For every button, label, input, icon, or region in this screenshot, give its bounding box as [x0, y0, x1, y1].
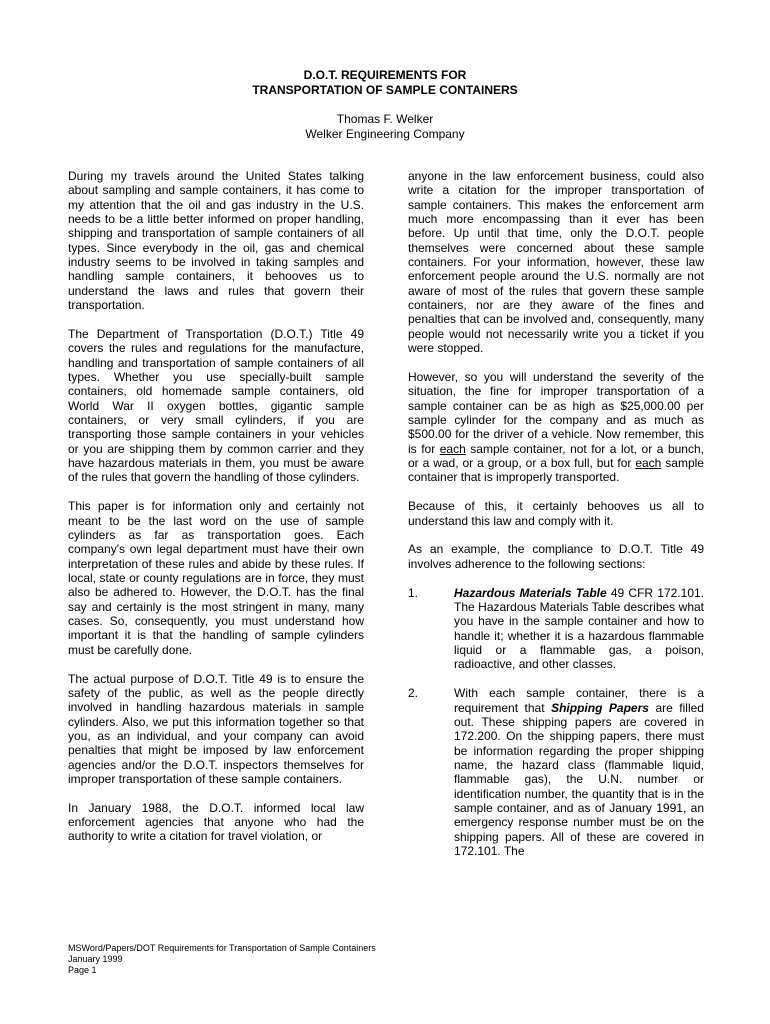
underlined-word: each	[635, 456, 662, 471]
paragraph: The Department of Transportation (D.O.T.) Title 49 covers the rules and regulations for the manufacture, handling and transportation of sample containers of all types. Whether you use specially-built sample containers, old homemade sample containers, old World War II oxygen bottles, gigantic sample containers, or very small cylinders, if you are transporting those sample containers in your vehicles or you are shipping them by common carrier and they have hazardous materials in them, you must be aware of the rules that govern the handling of those cylinders.	[68, 326, 364, 485]
paragraph: During my travels around the United States talking about sampling and sample containers, it has come to my attention that the oil and gas industry in the U.S. needs to be a little better informed on proper handling, shipping and transportation of sample containers of all types. Since everybody in the oil, gas and chemical industry seems to be involved in taking samples and handling sample containers, it behooves us to understand the laws and rules that govern their transportation.	[68, 169, 364, 313]
author-block	[0, 112, 770, 141]
paragraph: The actual purpose of D.O.T. Title 49 is to ensure the safety of the public, as well as the people directly involved in handling hazardous materials in sample cylinders. Also, we put this information together so that you, as an individual, and your company can avoid penalties that might be imposed by law enforcement agencies and/or the D.O.T. inspectors themselves for improper transportation of these sample containers.	[68, 671, 364, 786]
text-run: sample container that is improperly transported.	[408, 456, 704, 485]
list-item	[408, 586, 704, 672]
footer-date: January 1999	[68, 954, 123, 964]
title-line-2: TRANSPORTATION OF SAMPLE CONTAINERS	[252, 82, 518, 97]
paragraph: anyone in the law enforcement business, could also write a citation for the improper transportation of sample containers. This makes the enforcement arm much more encompassing than it ever has been before. Up until that time, only the D.O.T. people themselves were concerned about these sample containers. For your information, however, these law enforcement people around the U.S. normally are not aware of most of the rules that govern these sample containers, nor are they aware of the fines and penalties that can be involved and, consequently, many people would not necessarily write you a ticket if you were stopped.	[408, 169, 704, 356]
paragraph: This paper is for information only and certainly not meant to be the last word on the use of sample cylinders as far as transportation goes. Each company's own legal department must have their own interpretation of these rules and abide by these rules. If local, state or county regulations are in force, they must also be adhered to. However, the D.O.T. has the final say and certainly is the most stringent in many, many cases. So, consequently, you must understand how important it is that the handling of sample cylinders must be carefully done.	[68, 499, 364, 657]
author-name: Thomas F. Welker	[336, 112, 434, 126]
document-title	[0, 68, 770, 97]
left-column	[68, 169, 364, 858]
page-footer	[68, 943, 376, 976]
text-run: However, so you will understand the severity of the situation, the fine for improper transportation of a sample container can be as high as $25,000.00 per sample cylinder for the company and as much as $500.00 for the driver of a vehicle. Now remember, this is for	[408, 369, 704, 456]
footer-page-number: Page 1	[68, 965, 97, 975]
text-run: sample container, not for a lot, or a bunch, or a wad, or a group, or a box full, but for	[408, 441, 704, 471]
item-heading: Hazardous Materials Table	[454, 585, 607, 600]
list-body	[454, 686, 704, 858]
list-number: 1.	[408, 585, 419, 600]
footer-file-path: MSWord/Papers/DOT Requirements for Transportation of Sample Containers	[68, 943, 376, 953]
paragraph: As an example, the compliance to D.O.T. Title 49 involves adherence to the following sections:	[408, 542, 704, 571]
paragraph-fines	[408, 370, 704, 485]
paragraph: Because of this, it certainly behooves us all to understand this law and comply with it.	[408, 499, 704, 528]
list-body	[454, 586, 704, 672]
text-run: are filled out. These shipping papers are covered in 172.200. On the shipping papers, there must be information regarding the proper shipping name, the hazard class (flammable liquid, flammable gas), the U.N. number or identification number, the quantity that is in the sample container, and as of January 1991, an emergency response number must be on the shipping papers. All of these are covered in 172.101. The	[454, 700, 704, 858]
list-item	[408, 686, 704, 858]
list-number: 2.	[408, 686, 419, 701]
underlined-word: each	[439, 441, 466, 456]
item-heading: Shipping Papers	[551, 700, 649, 715]
company-name: Welker Engineering Company	[305, 126, 465, 141]
right-column	[408, 169, 704, 873]
text-run: 49 CFR 172.101. The Hazardous Materials Table describes what you have in the sample container and how to handle it; whether it is a hazardous flammable liquid or a flammable gas, a poison, radioactive, and other classes.	[454, 585, 704, 672]
numbered-list	[408, 586, 704, 859]
text-run: With each sample container, there is a requirement that	[454, 686, 704, 715]
document-header	[0, 68, 770, 141]
paragraph: In January 1988, the D.O.T. informed local law enforcement agencies that anyone who had the authority to write a citation for travel violation, or	[68, 800, 364, 844]
title-line-1: D.O.T. REQUIREMENTS FOR	[303, 68, 467, 82]
